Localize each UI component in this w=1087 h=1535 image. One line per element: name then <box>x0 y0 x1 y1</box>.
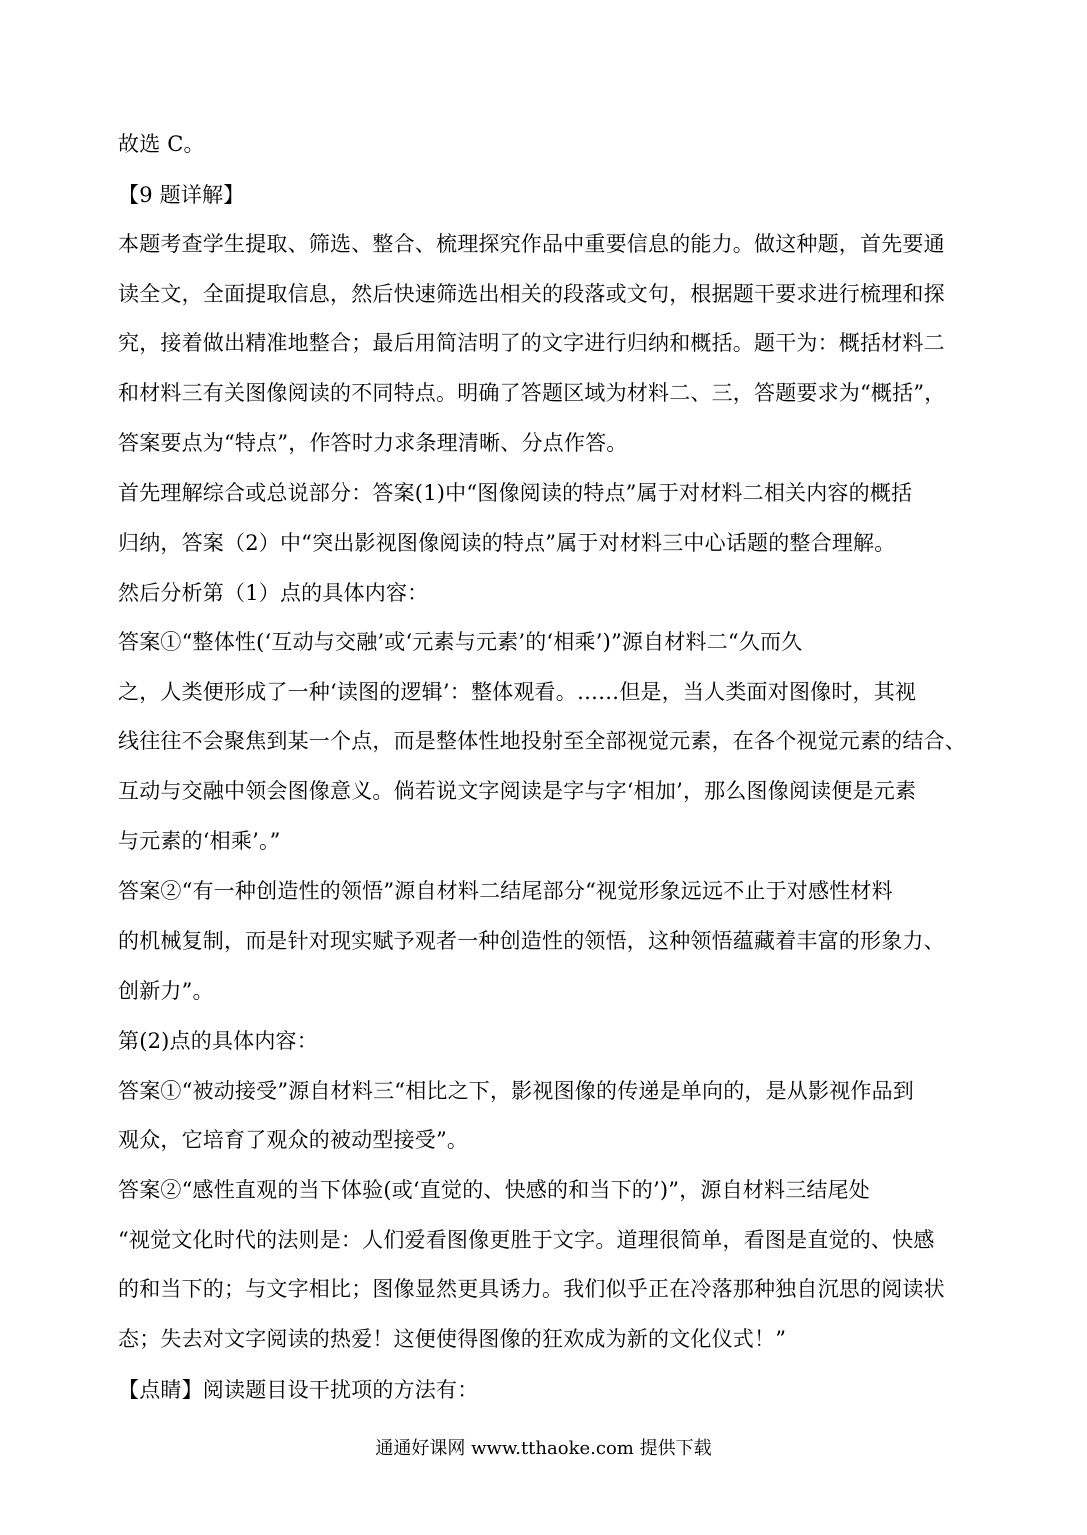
text-line: 究，接着做出精准地整合；最后用简洁明了的文字进行归纳和概括。题干为：概括材料二 <box>118 331 945 355</box>
text-line: 答案①“整体性(‘互动与交融’或‘元素与元素’的‘相乘’)”源自材料二“久而久 <box>118 630 803 654</box>
text-line: 读全文，全面提取信息，然后快速筛选出相关的段落或文句，根据题干要求进行梳理和探 <box>118 282 945 306</box>
text-line: 之，人类便形成了一种‘读图的逻辑’：整体观看。……但是，当人类面对图像时，其视 <box>118 680 917 704</box>
text-line: 第(2)点的具体内容： <box>118 1029 318 1053</box>
text-line: 答案要点为“特点”，作答时力求条理清晰、分点作答。 <box>118 431 628 455</box>
text-line: 答案②“感性直观的当下体验(或‘直觉的、快感的和当下的’)”，源自材料三结尾处 <box>118 1178 871 1202</box>
text-line: 的和当下的；与文字相比；图像显然更具诱力。我们似乎正在冷落那种独自沉思的阅读状 <box>118 1277 945 1301</box>
text-line: 创新力”。 <box>118 979 214 1003</box>
text-line: 本题考查学生提取、筛选、整合、梳理探究作品中重要信息的能力。做这种题，首先要通 <box>118 232 945 256</box>
text-line: 与元素的‘相乘’。” <box>118 829 281 853</box>
text-line: 态；失去对文字阅读的热爱！这便使得图像的狂欢成为新的文化仪式！” <box>118 1327 787 1351</box>
page-footer: 通通好课网 www.tthaoke.com 提供下载 <box>375 1438 712 1459</box>
text-line: 观众，它培育了观众的被动型接受”。 <box>118 1128 469 1152</box>
text-line: 然后分析第（1）点的具体内容： <box>118 581 429 605</box>
text-line: 答案②“有一种创造性的领悟”源自材料二结尾部分“视觉形象远远不止于对感性材料 <box>118 879 893 903</box>
text-line: “视觉文化时代的法则是：人们爱看图像更胜于文字。道理很简单，看图是直觉的、快感 <box>118 1228 935 1252</box>
text-line: 互动与交融中领会图像意义。倘若说文字阅读是字与字‘相加’，那么图像阅读便是元素 <box>118 779 917 803</box>
text-line: 首先理解综合或总说部分：答案(1)中“图像阅读的特点”属于对材料二相关内容的概括 <box>118 481 913 505</box>
text-line: 故选 C。 <box>118 132 205 156</box>
text-line: 和材料三有关图像阅读的不同特点。明确了答题区域为材料二、三，答题要求为“概括”， <box>118 381 946 405</box>
section-heading: 【9 题详解】 <box>118 183 245 207</box>
text-line: 线往往不会聚焦到某一个点，而是整体性地投射至全部视觉元素，在各个视觉元素的结合、 <box>118 729 966 753</box>
text-line: 的机械复制，而是针对现实赋予观者一种创造性的领悟，这种领悟蕴藏着丰富的形象力、 <box>118 929 945 953</box>
text-line: 归纳，答案（2）中“突出影视图像阅读的特点”属于对材料三中心话题的整合理解。 <box>118 531 896 555</box>
text-line: 【点睛】阅读题目设干扰项的方法有： <box>118 1378 479 1402</box>
text-line: 答案①“被动接受”源自材料三“相比之下，影视图像的传递是单向的，是从影视作品到 <box>118 1079 915 1103</box>
